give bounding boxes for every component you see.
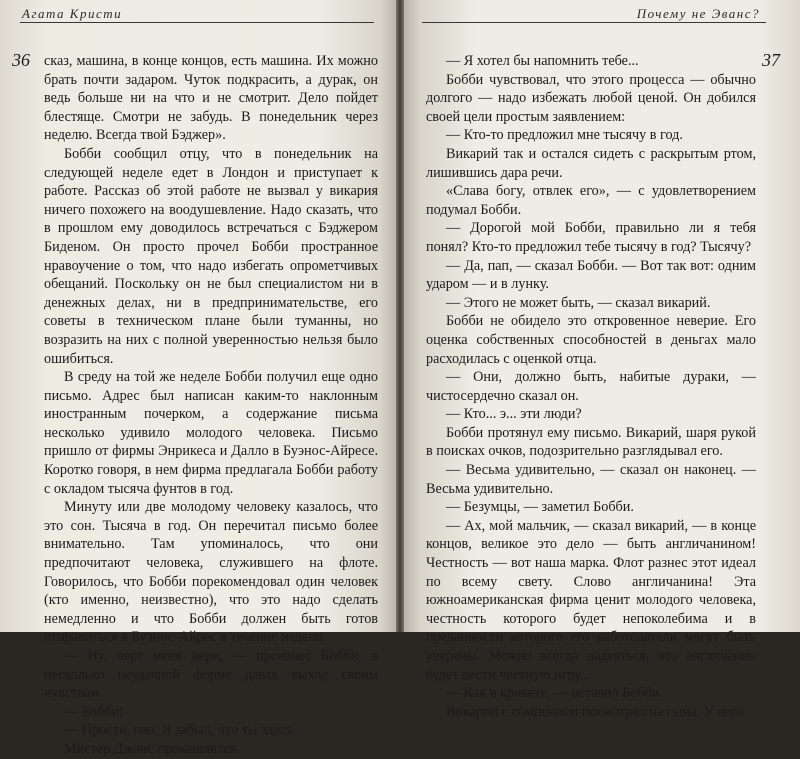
paragraph: — Как в крикете, — вставил Бобби. [446, 685, 664, 702]
paragraph: Бобби чувствовал, что этого процесса — обычно долгого — надо избежать любой ценой. Он добился своей цели простым заявлением: [426, 71, 756, 125]
paragraph: — Да, пап, — сказал Бобби. — Вот так вот: одним ударом — и в лунку. [426, 257, 756, 293]
paragraph: Викарий так и остался сидеть с раскрытым ртом, лишившись дара речи. [426, 145, 756, 181]
paragraph: «Слава богу, отвлек его», — с удовлетворением подумал Бобби. [426, 183, 756, 218]
paragraph: Мистер Джонс прокашлялся. [64, 740, 241, 757]
paragraph: В среду на той же неделе Бобби получил еще одно письмо. Адрес был написан каким-то наклонным иностранным почерком, а содержание письма несколько удивило молодого человека. Письмо пришло от фирмы Энрикеса и Далло в Буэнос-Айресе. Коротко говоря, в нем фирма предлагала Бобби работу с окладом тысяча фунтов в год. [44, 369, 378, 497]
paragraph: Викарий с сомнением посмотрел на сына. У него [446, 703, 744, 720]
paragraph: — Этого не может быть, — сказал викарий. [446, 294, 711, 311]
paragraph: — Я хотел бы напомнить тебе... [446, 53, 639, 69]
paragraph: Бобби сообщил отцу, что в понедельник на следующей неделе едет в Лондон и приступает к работе. Рассказ об этой работе не вызвал у викария ничего похожего на воодушевление. Надо сказать, что в прошлом ему доводилось встречаться с Бэджером Биденом. Он просто прочел Бобби пространное нравоучение о том, что надо избегать опрометчивых обещаний. Поскольку он не был специалистом ни в денежных делах, ни в предпринимательстве, его советы в техническом плане были туманны, но возразить на них с полной уверенностью нельзя было ошибиться. [44, 145, 378, 367]
paragraph: — Безумцы, — заметил Бобби. [446, 499, 634, 516]
left-header-rule [20, 22, 374, 23]
left-page-number: 36 [12, 50, 30, 70]
paragraph: — Бобби! [64, 703, 124, 720]
right-page [404, 0, 800, 720]
paragraph: — Кто-то предложил мне тысячу в год. [446, 127, 683, 144]
paragraph: — Ах, мой мальчик, — сказал викарий, — в конце концов, великое это дело — быть англичанином! Честность — вот наша марка. Флот разнес этот идеал по всему свету. Слово англичанина! Эта южноамериканская фирма ценит молодого человека, честность которого будет непоколебима и в преданности которого его работодатели могут быть уверены. Можно всегда надеяться, что англичанин будет вести честную игру... [426, 517, 756, 683]
paragraph: — Они, должно быть, набитые дураки, — чистосердечно сказал он. [426, 369, 756, 404]
right-page-text [426, 40, 770, 721]
paragraph: Бобби не обидело это откровенное неверие. Его оценка собственных способностей в деньгах мало расходилась с оценкой отца. [426, 313, 756, 367]
paragraph: — Весьма удивительно, — сказал он наконец. — Весьма удивительно. [426, 462, 756, 497]
paragraph: Бобби протянул ему письмо. Викарий, шаря рукой в поисках очков, подозрительно разглядывал его. [426, 424, 756, 460]
paragraph: — Кто... э... эти люди? [446, 406, 582, 423]
right-running-head: Почему не Эванс? [636, 6, 760, 21]
left-page-text [32, 40, 378, 759]
paragraph: сказ, машина, в конце концов, есть машина. Их можно брать почти задаром. Чуток подкрасить, а дурак, он ведь больше ни на что и не смотрит. Дело пойдет блестяще. Смотри не забудь. В понедельник через неделю. Всегда твой Бэджер». [44, 53, 378, 144]
right-header-rule [422, 22, 766, 23]
book-gutter [396, 0, 404, 632]
paragraph: — Прости, пап. Я забыл, что ты здесь. [64, 722, 297, 739]
paragraph: — Ну, черт меня дери, — произнес Бобби, в несколько неудачной форме давая выход своим чувствам. [44, 648, 378, 702]
paragraph: — Дорогой мой Бобби, правильно ли я тебя понял? Кто-то предложил тебе тысячу в год? Тысячу? [426, 220, 756, 255]
paragraph: Минуту или две молодому человеку казалось, что это сон. Тысяча в год. Он перечитал письмо более внимательно. Там упоминалось, что они предпочитают человека, служившего на флоте. Говорилось, что Бобби порекомендовал один человек (кто именно, неизвестно), что это надо сделать немедленно и что Бобби должен быть готов отправиться в Буэнос-Айрес в течение недели. [44, 499, 378, 646]
right-page-number: 37 [762, 50, 780, 70]
left-page [0, 0, 396, 757]
left-running-head: Агата Кристи [22, 6, 123, 21]
